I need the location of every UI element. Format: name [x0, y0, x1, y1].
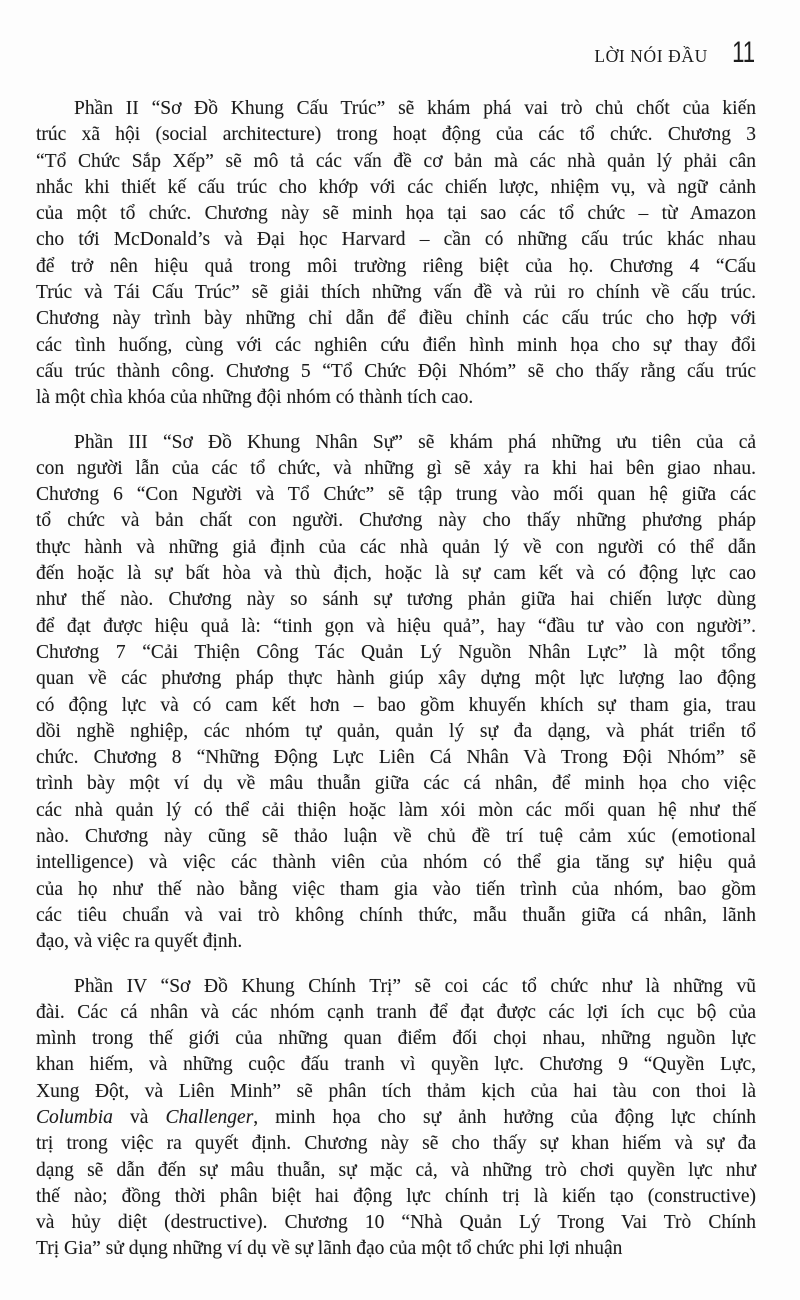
paragraph — [36, 430, 756, 956]
paragraph — [36, 974, 756, 1263]
text-line: để trở nên hiệu quả trong môi trường riêng biệt của họ. Chương 4 “Cấu — [36, 255, 756, 277]
text-line: khan hiếm, và những cuộc đấu tranh vì quyền lực. Chương 9 “Quyền Lực, — [36, 1054, 756, 1076]
text-line: và hủy diệt (destructive). Chương 10 “Nhà Quản Lý Trong Vai Trò Chính — [36, 1212, 756, 1234]
text-line: thế nào; đồng thời phân biệt hai động lực chính trị là kiến tạo (constructive) — [36, 1185, 756, 1207]
text-line: trị trong việc ra quyết định. Chương này sẽ cho thấy sự khan hiếm và sự đa — [36, 1133, 756, 1155]
text-line: đạo, và việc ra quyết định. — [36, 931, 243, 953]
text-line: dạng sẽ dẫn đến sự mâu thuẫn, sự mặc cả, và những trò chơi quyền lực như — [36, 1159, 756, 1181]
paragraph — [36, 96, 756, 412]
section-title: LỜI NÓI ĐẦU — [594, 46, 708, 66]
text-line: thực hành và những giả định của các nhà quản lý về con người có thể dẫn — [36, 536, 756, 558]
text-line: Phần IV “Sơ Đồ Khung Chính Trị” sẽ coi các tổ chức như là những vũ — [74, 975, 756, 997]
text-line: để đạt được hiệu quả là: “tinh gọn và hiệu quả”, hay “đầu tư vào con người”. — [36, 615, 756, 637]
text-line: cho tới McDonald’s và Đại học Harvard – cần có những cấu trúc khác nhau — [36, 229, 756, 251]
text-line: Chương 7 “Cải Thiện Công Tác Quản Lý Nguồn Nhân Lực” là một tổng — [36, 641, 756, 663]
text-line: quan về các phương pháp thực hành giúp xây dựng một lực lượng lao động — [36, 668, 756, 690]
text-line: Xung Đột, và Liên Minh” sẽ phân tích thảm kịch của hai tàu con thoi là — [36, 1080, 756, 1102]
text-line: “Tổ Chức Sắp Xếp” sẽ mô tả các vấn đề cơ bản mà các nhà quản lý phải cân — [36, 150, 756, 172]
text-line: chức. Chương 8 “Những Động Lực Liên Cá Nhân Và Trong Đội Nhóm” sẽ — [36, 747, 756, 769]
text-line: Columbia và Challenger, minh họa cho sự ảnh hưởng của động lực chính — [36, 1106, 756, 1128]
text-line: các tình huống, cùng với các nghiên cứu điển hình minh họa cho sự thay đổi — [36, 334, 756, 356]
text-line: Trị Gia” sử dụng những ví dụ về sự lãnh đạo của một tổ chức phi lợi nhuận — [36, 1238, 623, 1260]
text-line: nào. Chương này cũng sẽ thảo luận về chủ đề trí tuệ cảm xúc (emotional — [36, 826, 756, 848]
text-line: trúc xã hội (social architecture) trong hoạt động của các tổ chức. Chương 3 — [36, 124, 756, 146]
text-line: intelligence) và việc các thành viên của nhóm có thể gia tăng sự hiệu quả — [36, 852, 756, 874]
text-line: của một tổ chức. Chương này sẽ minh họa tại sao các tổ chức – từ Amazon — [36, 203, 756, 225]
text-line: các nhà quản lý có thể cải thiện hoặc làm xói mòn các mối quan hệ như thế — [36, 799, 756, 821]
text-line: Phần III “Sơ Đồ Khung Nhân Sự” sẽ khám phá những ưu tiên của cả — [74, 431, 756, 453]
text-line: tổ chức và bản chất con người. Chương này cho thấy những phương pháp — [36, 510, 756, 532]
text-line: con người lẫn của các tổ chức, và những gì sẽ xảy ra khi hai bên giao nhau. — [36, 457, 756, 479]
text-line: của họ như thế nào bằng việc tham gia vào tiến trình của nhóm, bao gồm — [36, 878, 756, 900]
text-line: trình bày một ví dụ về mâu thuẫn giữa các cá nhân, để minh họa cho việc — [36, 773, 756, 795]
text-line: Chương 6 “Con Người và Tổ Chức” sẽ tập trung vào mối quan hệ giữa các — [36, 484, 756, 506]
text-line: nhắc khi thiết kế cấu trúc cho khớp với các chiến lược, nhiệm vụ, và ngữ cảnh — [36, 176, 756, 198]
running-header — [0, 0, 800, 69]
text-line: có động lực và có cam kết hơn – bao gồm khuyến khích sự tham gia, trau — [36, 694, 756, 716]
text-line: đài. Các cá nhân và các nhóm cạnh tranh để đạt được các lợi ích cục bộ của — [36, 1001, 756, 1023]
text-line: đến hoặc là sự bất hòa và thù địch, hoặc là sự cam kết và có động lực cao — [36, 563, 756, 585]
text-line: là một chìa khóa của những đội nhóm có thành tích cao. — [36, 387, 474, 409]
page-body — [36, 96, 756, 1263]
text-line: dồi nghề nghiệp, các nhóm tự quản, quản lý sự đa dạng, và phát triển tổ — [36, 720, 756, 742]
text-line: như thế nào. Chương này so sánh sự tương phản giữa hai chiến lược dùng — [36, 589, 756, 611]
text-line: Trúc và Tái Cấu Trúc” sẽ giải thích những vấn đề và rủi ro chính về cấu trúc. — [36, 282, 756, 304]
text-line: mình trong thế giới của những quan điểm đối chọi nhau, những nguồn lực — [36, 1028, 756, 1050]
text-line: Chương này trình bày những chỉ dẫn để điều chỉnh các cấu trúc cho hợp với — [36, 308, 756, 330]
page-number: 11 — [731, 36, 755, 69]
text-line: Phần II “Sơ Đồ Khung Cấu Trúc” sẽ khám phá vai trò chủ chốt của kiến — [74, 98, 756, 119]
text-line: cấu trúc thành công. Chương 5 “Tổ Chức Đội Nhóm” sẽ cho thấy rằng cấu trúc — [36, 360, 756, 382]
text-line: các tiêu chuẩn và vai trò không chính thức, mẫu thuẫn giữa cá nhân, lãnh — [36, 904, 756, 926]
